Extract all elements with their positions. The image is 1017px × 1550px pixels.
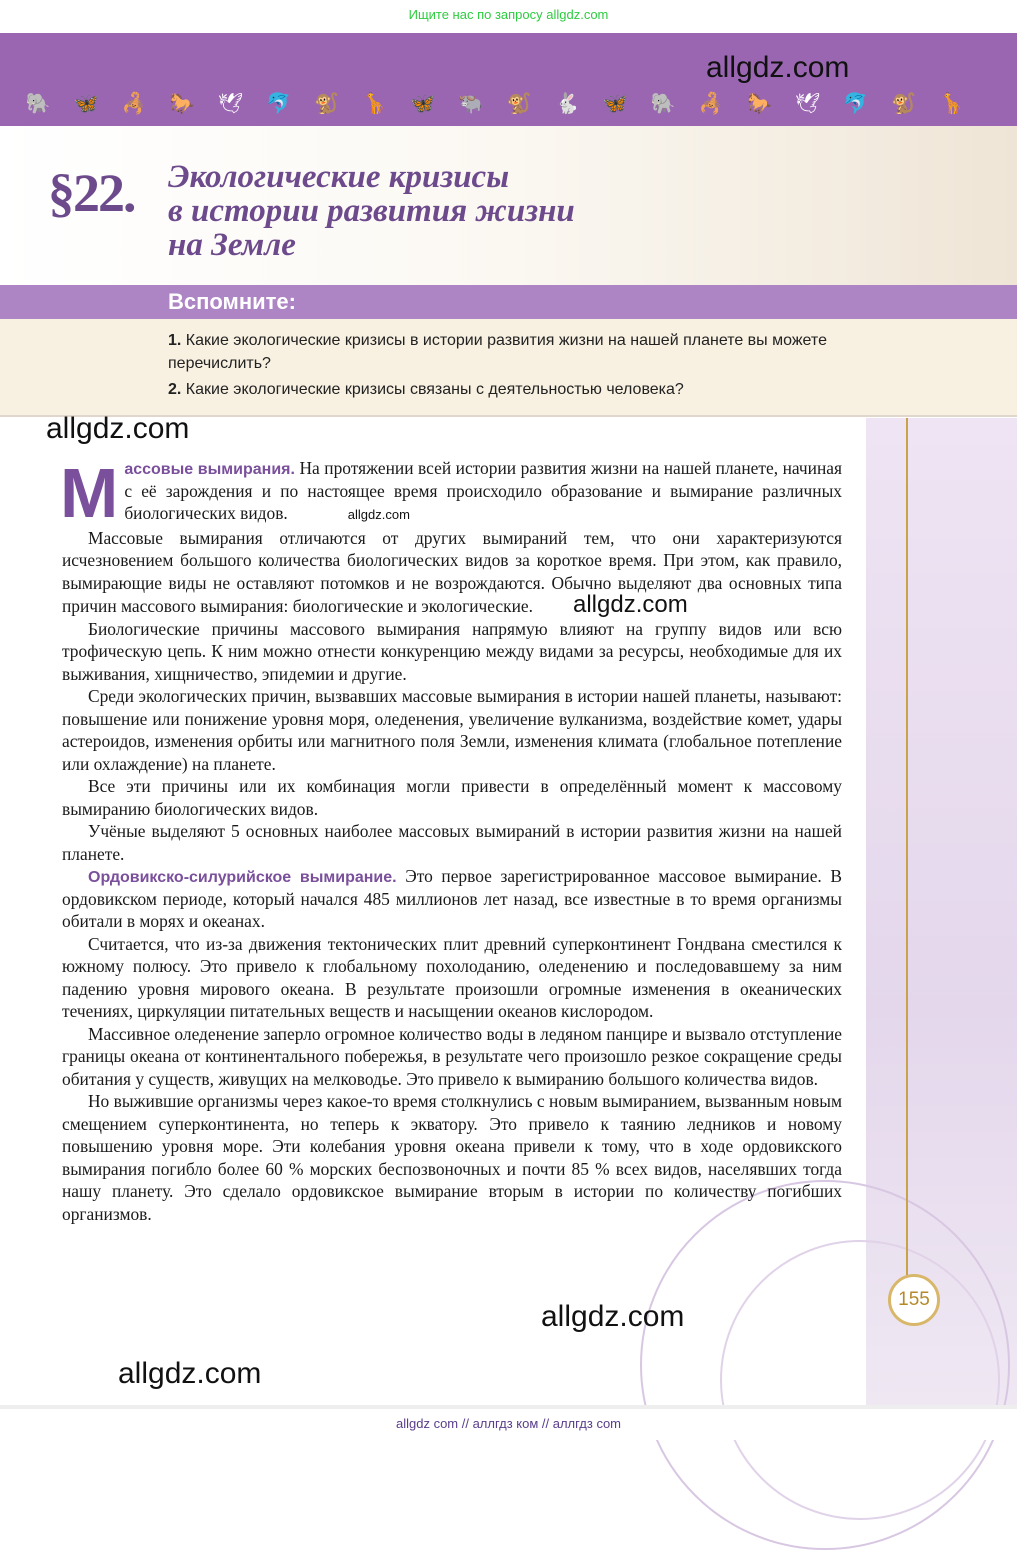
paragraph-text: Это первое зарегистрированное массовое вымирание. В ордовикском периоде, который начался 485 миллионов лет назад, все известные в то время организмы обитали в морях и океанах. <box>62 866 842 931</box>
paragraph: Но выжившие организмы через какое-то время столкнулись с новым вымиранием, вызванным новым смещением суперконтинента, но теперь к экватору. Это привело к таянию ледников и новому повышению уровня море. Эти колебания уровня океана привели к тому, что в ходе ордовикского вымирания погибло более 60 % морских беспозвоночных и почти 85 % всех видов, населявших тогда нашу планету. Это сделало ордовикское вымирание вторым в истории по количеству погибших организмов. <box>62 1091 842 1224</box>
paragraph: Биологические причины массового вымирания напрямую влияют на группу видов или всю трофическую цепь. К ним можно отнести конкуренцию между видами за ресурсы, необходимые для их выживания, хищничество, эпидемии и другие. <box>62 618 842 684</box>
recall-bar <box>0 285 1017 319</box>
paragraph: Все эти причины или их комбинация могли привести в определённый момент к массовому вымиранию биологических видов. <box>62 776 842 819</box>
paragraph-text: На протяжении всей истории развития жизни на нашей планете, начиная с её зарождения и по настоящее время происходило образование и вымирание различных биологических видов. <box>124 458 843 523</box>
question-item <box>168 378 858 401</box>
paragraph <box>60 454 843 532</box>
title-line: в истории развития жизни <box>168 193 575 229</box>
question-item <box>168 329 858 375</box>
body-text <box>60 454 843 1225</box>
section-heading: ассовые вымирания. <box>124 461 295 478</box>
title-area <box>0 126 1017 285</box>
watermark: allgdz.com <box>572 591 688 618</box>
question-text: Какие экологические кризисы связаны с деятельностью человека? <box>185 381 684 398</box>
paragraph: Среди экологических причин, вызвавших массовые вымирания в истории нашей планеты, называют: повышение или понижение уровня моря, оледенения, увеличение вулканизма, воздействие комет, удары астероидов, изменения орбиты или магнитного поля Земли, изменения климата (глобальное потепление или охлаждение) на планете. <box>62 686 842 774</box>
watermark: allgdz.com <box>46 412 190 445</box>
paragraph-number: §22. <box>48 163 135 223</box>
section-heading: Ордовикско-силурийское вымирание. <box>88 869 397 886</box>
question-number: 2. <box>168 381 182 398</box>
paragraph <box>62 527 842 618</box>
recall-questions <box>0 319 1017 417</box>
footer: allgdz com // аллгдз ком // аллгдз com <box>0 1405 1017 1440</box>
margin-line <box>906 418 908 1283</box>
drop-cap: М <box>60 454 119 532</box>
watermark: allgdz.com <box>706 51 850 84</box>
top-ad-text[interactable]: Ищите нас по запросу allgdz.com <box>408 7 609 22</box>
question-text: Какие экологические кризисы в истории развития жизни на нашей планете вы можете перечислить? <box>168 332 827 372</box>
header-band <box>0 33 1017 126</box>
paragraph: Массивное оледенение заперло огромное количество воды в ледяном панцире и вызвало отступление границы океана от континентального побережья, в результате чего произошло резкое сокращение среды обитания у существ, живущих на мелководье. Это привело к вымиранию большого количества видов. <box>62 1023 843 1089</box>
recall-label: Вспомните: <box>168 289 296 314</box>
title-line: Экологические кризисы <box>168 159 510 195</box>
page-title <box>168 160 575 262</box>
watermark: allgdz.com <box>118 1357 262 1390</box>
page-number: 155 <box>888 1274 940 1326</box>
title-line: на Земле <box>168 227 296 263</box>
paragraph: Считается, что из-за движения тектонических плит древний суперконтинент Гондвана сместился к южному полюсу. Это привело к глобальному похолоданию, оледенению и последовавшему за ним падению уровня мирового океана. В результате произошли огромные изменения в океанических течениях, циркуляции питательных веществ и насыщении океанов кислородом. <box>62 933 842 1021</box>
watermark: allgdz.com <box>541 1300 685 1333</box>
watermark: allgdz.com <box>347 507 410 522</box>
paragraph <box>62 865 842 933</box>
animal-silhouettes-icon: 🐘 🦋 🦂 🐎 🕊 🐬 🐒 🦒 🦋 🐃 🐒 🐇 🦋 🐘 🦂 🐎 🕊 🐬 🐒 🦒 <box>25 93 965 115</box>
question-number: 1. <box>168 332 182 349</box>
decorative-circle <box>720 1240 1000 1520</box>
paragraph-text: Массовые вымирания отличаются от других вымираний тем, что они характеризуются исчезновением большого количества биологических видов за короткое время. При этом, как правило, вымирающие виды не оставляют потомков и не возрождаются. Обычно выделяют два основных типа причин массового вымирания: биологические и экологические. <box>62 527 842 616</box>
paragraph: Учёные выделяют 5 основных наиболее массовых вымираний в истории развития жизни на нашей планете. <box>62 821 842 864</box>
